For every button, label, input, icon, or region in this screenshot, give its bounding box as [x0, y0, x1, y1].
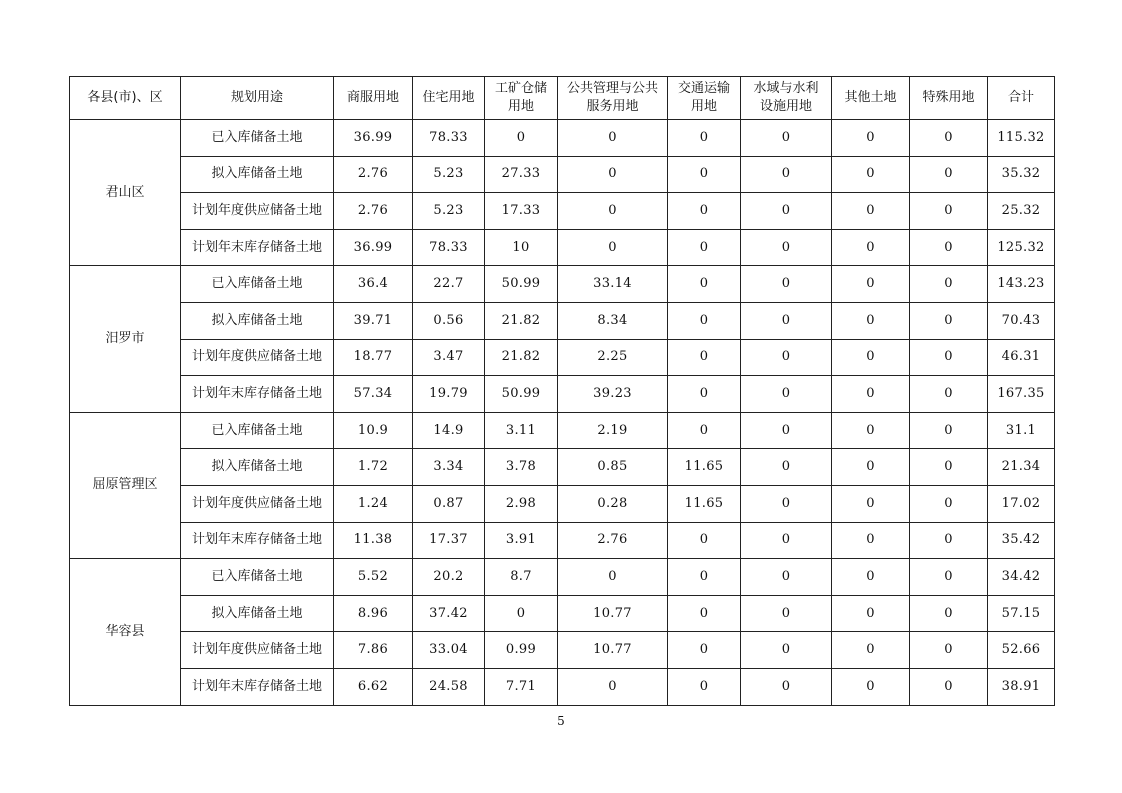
region-name: 屈原管理区: [70, 412, 181, 558]
header-use: 规划用途: [181, 77, 334, 120]
land-use-label: 计划年度供应储备土地: [181, 193, 334, 230]
value-cell: 0: [910, 559, 988, 596]
header-industrial-line1: 工矿仓储: [494, 81, 547, 96]
value-cell: 0: [910, 266, 988, 303]
value-cell: 0: [910, 522, 988, 559]
value-cell: 143.23: [988, 266, 1055, 303]
table-row: [70, 412, 1055, 449]
value-cell: 3.91: [485, 522, 558, 559]
table-row: [70, 559, 1055, 596]
header-water-line2: 设施用地: [759, 99, 812, 114]
value-cell: 0: [741, 412, 832, 449]
header-row: [70, 77, 1055, 120]
value-cell: 10.77: [558, 595, 668, 632]
value-cell: 0: [741, 120, 832, 157]
value-cell: 0: [558, 229, 668, 266]
value-cell: 0: [668, 559, 741, 596]
header-other: 其他土地: [832, 77, 910, 120]
value-cell: 0: [832, 302, 910, 339]
value-cell: 0: [485, 120, 558, 157]
value-cell: 3.78: [485, 449, 558, 486]
value-cell: 0: [832, 120, 910, 157]
value-cell: 0: [668, 193, 741, 230]
table-row: [70, 120, 1055, 157]
value-cell: 0: [910, 595, 988, 632]
value-cell: 0: [741, 632, 832, 669]
value-cell: 0: [832, 193, 910, 230]
header-transport-line2: 用地: [690, 99, 717, 114]
region-name: 华容县: [70, 559, 181, 705]
header-industrial-line2: 用地: [507, 99, 534, 114]
value-cell: 36.99: [334, 120, 413, 157]
value-cell: 20.2: [413, 559, 485, 596]
value-cell: 33.14: [558, 266, 668, 303]
value-cell: 17.02: [988, 485, 1055, 522]
land-use-label: 计划年末库存储备土地: [181, 229, 334, 266]
value-cell: 0: [741, 229, 832, 266]
value-cell: 2.98: [485, 485, 558, 522]
value-cell: 8.96: [334, 595, 413, 632]
value-cell: 21.82: [485, 302, 558, 339]
value-cell: 17.37: [413, 522, 485, 559]
table-row: [70, 156, 1055, 193]
value-cell: 50.99: [485, 376, 558, 413]
value-cell: 0: [910, 412, 988, 449]
table-body: [70, 120, 1055, 706]
value-cell: 0: [741, 193, 832, 230]
value-cell: 0: [741, 376, 832, 413]
region-name: 汨罗市: [70, 266, 181, 412]
value-cell: 0: [741, 559, 832, 596]
header-public-line1: 公共管理与公共: [566, 81, 658, 96]
value-cell: 0: [558, 120, 668, 157]
header-total: 合计: [988, 77, 1055, 120]
table-row: [70, 522, 1055, 559]
value-cell: 36.99: [334, 229, 413, 266]
land-use-label: 已入库储备土地: [181, 266, 334, 303]
value-cell: 21.82: [485, 339, 558, 376]
value-cell: 24.58: [413, 668, 485, 705]
value-cell: 0.85: [558, 449, 668, 486]
value-cell: 57.34: [334, 376, 413, 413]
value-cell: 8.7: [485, 559, 558, 596]
value-cell: 0: [910, 632, 988, 669]
land-use-label: 计划年度供应储备土地: [181, 632, 334, 669]
land-reserve-table: [69, 76, 1055, 706]
value-cell: 19.79: [413, 376, 485, 413]
value-cell: 0: [910, 339, 988, 376]
land-use-label: 计划年末库存储备土地: [181, 668, 334, 705]
value-cell: 0.56: [413, 302, 485, 339]
value-cell: 0: [910, 156, 988, 193]
value-cell: 10: [485, 229, 558, 266]
table-row: [70, 485, 1055, 522]
land-use-label: 计划年度供应储备土地: [181, 339, 334, 376]
value-cell: 10.77: [558, 632, 668, 669]
header-water-line1: 水域与水利: [753, 81, 819, 96]
value-cell: 0: [832, 266, 910, 303]
value-cell: 50.99: [485, 266, 558, 303]
value-cell: 39.71: [334, 302, 413, 339]
value-cell: 57.15: [988, 595, 1055, 632]
table-row: [70, 595, 1055, 632]
value-cell: 0: [668, 156, 741, 193]
value-cell: 0: [668, 668, 741, 705]
value-cell: 78.33: [413, 120, 485, 157]
value-cell: 27.33: [485, 156, 558, 193]
value-cell: 0: [668, 376, 741, 413]
value-cell: 0: [910, 485, 988, 522]
value-cell: 0: [910, 120, 988, 157]
page-number: 5: [557, 714, 565, 728]
value-cell: 0: [832, 376, 910, 413]
land-use-label: 拟入库储备土地: [181, 302, 334, 339]
header-residential: 住宅用地: [413, 77, 485, 120]
value-cell: 18.77: [334, 339, 413, 376]
value-cell: 0: [832, 485, 910, 522]
value-cell: 46.31: [988, 339, 1055, 376]
land-use-label: 已入库储备土地: [181, 120, 334, 157]
table-row: [70, 302, 1055, 339]
header-special: 特殊用地: [910, 77, 988, 120]
table-row: [70, 339, 1055, 376]
value-cell: 0: [668, 120, 741, 157]
land-use-label: 已入库储备土地: [181, 412, 334, 449]
table-row: [70, 632, 1055, 669]
value-cell: 0: [668, 302, 741, 339]
header-public: [558, 77, 668, 120]
value-cell: 0: [832, 632, 910, 669]
value-cell: 0: [741, 485, 832, 522]
value-cell: 10.9: [334, 412, 413, 449]
value-cell: 11.65: [668, 449, 741, 486]
value-cell: 0: [668, 522, 741, 559]
table-row: [70, 193, 1055, 230]
value-cell: 38.91: [988, 668, 1055, 705]
value-cell: 0: [910, 668, 988, 705]
header-transport-line1: 交通运输: [677, 81, 730, 96]
value-cell: 0: [741, 595, 832, 632]
land-use-label: 拟入库储备土地: [181, 156, 334, 193]
value-cell: 3.34: [413, 449, 485, 486]
value-cell: 70.43: [988, 302, 1055, 339]
value-cell: 0: [832, 595, 910, 632]
value-cell: 0: [668, 339, 741, 376]
value-cell: 0: [741, 266, 832, 303]
table-row: [70, 266, 1055, 303]
value-cell: 0: [558, 156, 668, 193]
value-cell: 21.34: [988, 449, 1055, 486]
value-cell: 0: [741, 302, 832, 339]
value-cell: 0: [832, 339, 910, 376]
value-cell: 25.32: [988, 193, 1055, 230]
value-cell: 37.42: [413, 595, 485, 632]
value-cell: 0: [668, 229, 741, 266]
table-row: [70, 668, 1055, 705]
value-cell: 0: [741, 668, 832, 705]
value-cell: 1.72: [334, 449, 413, 486]
value-cell: 0: [832, 559, 910, 596]
value-cell: 0: [832, 449, 910, 486]
value-cell: 0: [832, 229, 910, 266]
header-public-line2: 服务用地: [586, 99, 639, 114]
value-cell: 125.32: [988, 229, 1055, 266]
land-use-label: 拟入库储备土地: [181, 595, 334, 632]
land-use-label: 拟入库储备土地: [181, 449, 334, 486]
region-name: 君山区: [70, 120, 181, 266]
value-cell: 0.99: [485, 632, 558, 669]
value-cell: 35.42: [988, 522, 1055, 559]
value-cell: 39.23: [558, 376, 668, 413]
value-cell: 2.76: [334, 193, 413, 230]
value-cell: 0: [910, 376, 988, 413]
table-row: [70, 229, 1055, 266]
value-cell: 5.52: [334, 559, 413, 596]
value-cell: 0.28: [558, 485, 668, 522]
land-use-label: 已入库储备土地: [181, 559, 334, 596]
value-cell: 0: [910, 193, 988, 230]
value-cell: 5.23: [413, 193, 485, 230]
header-county: 各县(市)、区: [70, 77, 181, 120]
table-row: [70, 376, 1055, 413]
value-cell: 8.34: [558, 302, 668, 339]
value-cell: 2.19: [558, 412, 668, 449]
value-cell: 167.35: [988, 376, 1055, 413]
value-cell: 0: [668, 632, 741, 669]
value-cell: 0: [485, 595, 558, 632]
header-industrial: [485, 77, 558, 120]
header-water: [741, 77, 832, 120]
value-cell: 0: [558, 193, 668, 230]
value-cell: 3.11: [485, 412, 558, 449]
header-transport: [668, 77, 741, 120]
value-cell: 2.76: [334, 156, 413, 193]
value-cell: 11.38: [334, 522, 413, 559]
value-cell: 11.65: [668, 485, 741, 522]
value-cell: 0: [558, 668, 668, 705]
value-cell: 0: [741, 339, 832, 376]
value-cell: 35.32: [988, 156, 1055, 193]
value-cell: 0: [741, 449, 832, 486]
value-cell: 7.71: [485, 668, 558, 705]
value-cell: 115.32: [988, 120, 1055, 157]
value-cell: 0: [832, 156, 910, 193]
value-cell: 0: [832, 522, 910, 559]
value-cell: 22.7: [413, 266, 485, 303]
header-commercial: 商服用地: [334, 77, 413, 120]
value-cell: 1.24: [334, 485, 413, 522]
value-cell: 0: [741, 522, 832, 559]
table-row: [70, 449, 1055, 486]
value-cell: 0: [741, 156, 832, 193]
value-cell: 3.47: [413, 339, 485, 376]
value-cell: 5.23: [413, 156, 485, 193]
value-cell: 34.42: [988, 559, 1055, 596]
value-cell: 0: [668, 412, 741, 449]
value-cell: 0: [910, 229, 988, 266]
land-use-label: 计划年末库存储备土地: [181, 376, 334, 413]
value-cell: 0: [668, 266, 741, 303]
value-cell: 17.33: [485, 193, 558, 230]
value-cell: 0: [832, 668, 910, 705]
value-cell: 7.86: [334, 632, 413, 669]
value-cell: 0: [832, 412, 910, 449]
value-cell: 14.9: [413, 412, 485, 449]
value-cell: 31.1: [988, 412, 1055, 449]
value-cell: 2.76: [558, 522, 668, 559]
value-cell: 78.33: [413, 229, 485, 266]
value-cell: 2.25: [558, 339, 668, 376]
land-use-label: 计划年末库存储备土地: [181, 522, 334, 559]
value-cell: 33.04: [413, 632, 485, 669]
value-cell: 0: [910, 449, 988, 486]
value-cell: 0: [668, 595, 741, 632]
value-cell: 52.66: [988, 632, 1055, 669]
value-cell: 0.87: [413, 485, 485, 522]
value-cell: 36.4: [334, 266, 413, 303]
value-cell: 0: [910, 302, 988, 339]
value-cell: 6.62: [334, 668, 413, 705]
land-use-label: 计划年度供应储备土地: [181, 485, 334, 522]
value-cell: 0: [558, 559, 668, 596]
